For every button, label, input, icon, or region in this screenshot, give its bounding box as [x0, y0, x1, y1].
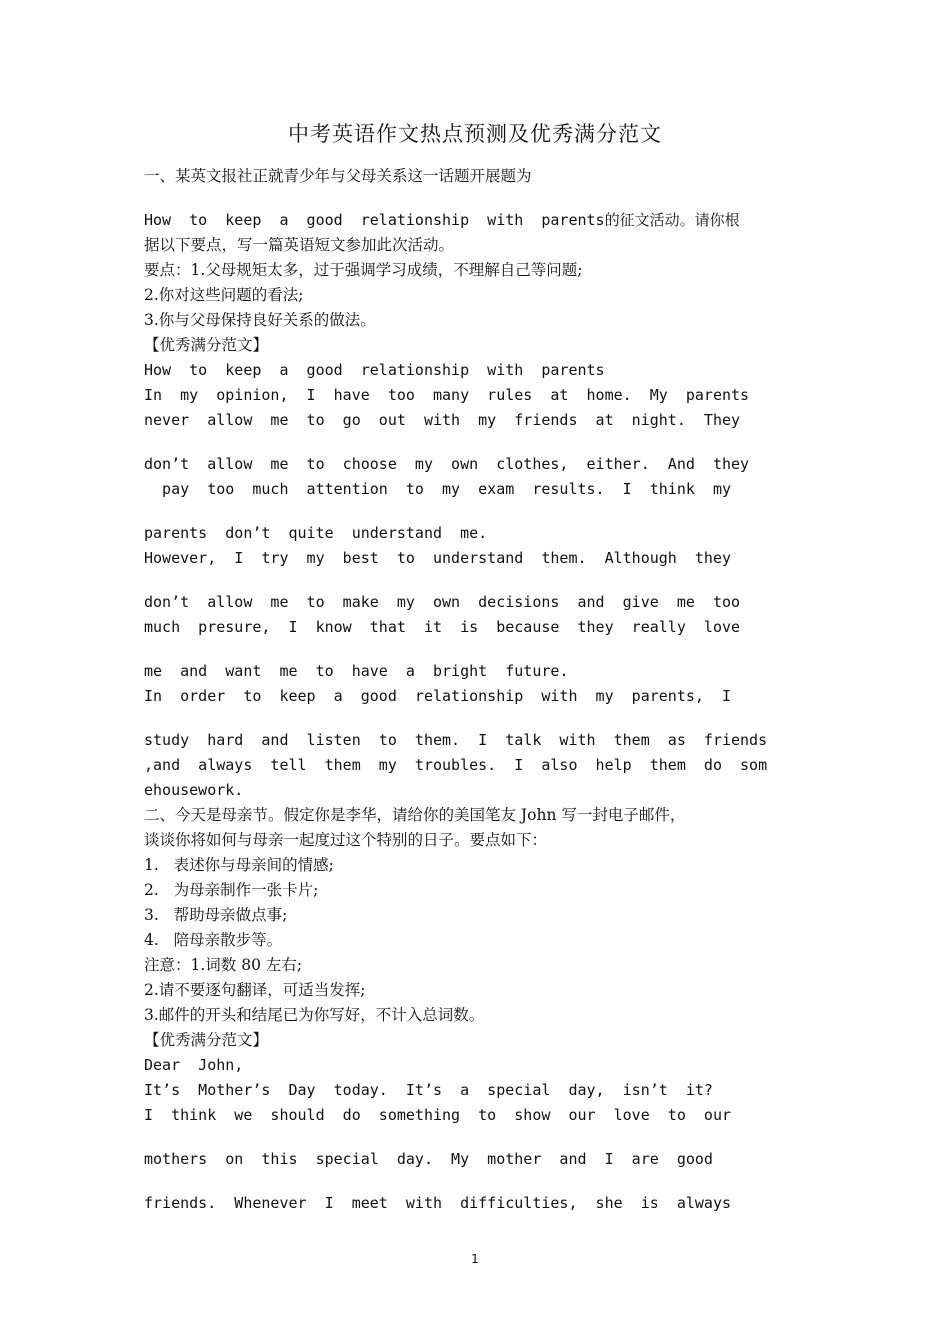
text-line: How to keep a good relationship with parents的征文活动。请你根	[144, 211, 740, 229]
text-line: parents don’t quite understand me.	[144, 524, 488, 542]
text-line: 2.你对这些问题的看法;	[144, 286, 304, 304]
text-line: I think we should do something to show our love to our	[144, 1106, 731, 1124]
text-line: 二、今天是母亲节。假定你是李华，请给你的美国笔友 John 写一封电子邮件，	[144, 806, 686, 824]
text-line: 【优秀满分范文】	[144, 1031, 269, 1049]
document-title: 中考英语作文热点预测及优秀满分范文	[288, 122, 662, 146]
text-line: much presure, I know that it is because they really love	[144, 618, 741, 636]
text-line: It’s Mother’s Day today. It’s a special day, isn’t it?	[144, 1081, 713, 1099]
text-line: never allow me to go out with my friends at night. They	[144, 411, 741, 429]
text-line: 要点：1.父母规矩太多，过于强调学习成绩，不理解自己等问题;	[144, 261, 583, 279]
text-line: 谈谈你将如何与母亲一起度过这个特别的日子。要点如下：	[144, 831, 548, 849]
text-line: In order to keep a good relationship with my parents, I	[144, 687, 731, 705]
text-line: 3.邮件的开头和结尾已为你写好，不计入总词数。	[144, 1006, 485, 1024]
text-line: 3. 帮助母亲做点事;	[144, 906, 288, 924]
text-line: In my opinion, I have too many rules at home. My parents	[144, 386, 750, 404]
text-line: However, I try my best to understand them. Although they	[144, 549, 731, 567]
text-line: pay too much attention to my exam results. I think my	[144, 480, 731, 498]
text-line: 【优秀满分范文】	[144, 336, 269, 354]
text-line: 2. 为母亲制作一张卡片;	[144, 881, 319, 899]
text-line: How to keep a good relationship with parents	[144, 361, 605, 379]
text-line: mothers on this special day. My mother and I are good	[144, 1150, 713, 1168]
text-line: don’t allow me to make my own decisions and give me too	[144, 593, 741, 611]
page-number: 1	[471, 1252, 479, 1266]
text-line: study hard and listen to them. I talk with them as friends	[144, 731, 768, 749]
text-line: ,and always tell them my troubles. I also help them do som	[144, 756, 768, 774]
text-line: 4. 陪母亲散步等。	[144, 931, 283, 949]
text-line: Dear John,	[144, 1056, 244, 1074]
text-line: 注意：1.词数 80 左右;	[144, 956, 303, 974]
text-line: 2.请不要逐句翻译，可适当发挥;	[144, 981, 366, 999]
text-line: 3.你与父母保持良好关系的做法。	[144, 311, 376, 329]
text-line: ehousework.	[144, 781, 244, 799]
text-line: don’t allow me to choose my own clothes, either. And they	[144, 455, 750, 473]
text-line: 1. 表述你与母亲间的情感;	[144, 856, 334, 874]
text-line: friends. Whenever I meet with difficulties, she is always	[144, 1194, 731, 1212]
text-line: me and want me to have a bright future.	[144, 662, 569, 680]
text-line: 据以下要点，写一篇英语短文参加此次活动。	[144, 236, 455, 254]
text-line: 一、某英文报社正就青少年与父母关系这一话题开展题为	[144, 167, 532, 185]
